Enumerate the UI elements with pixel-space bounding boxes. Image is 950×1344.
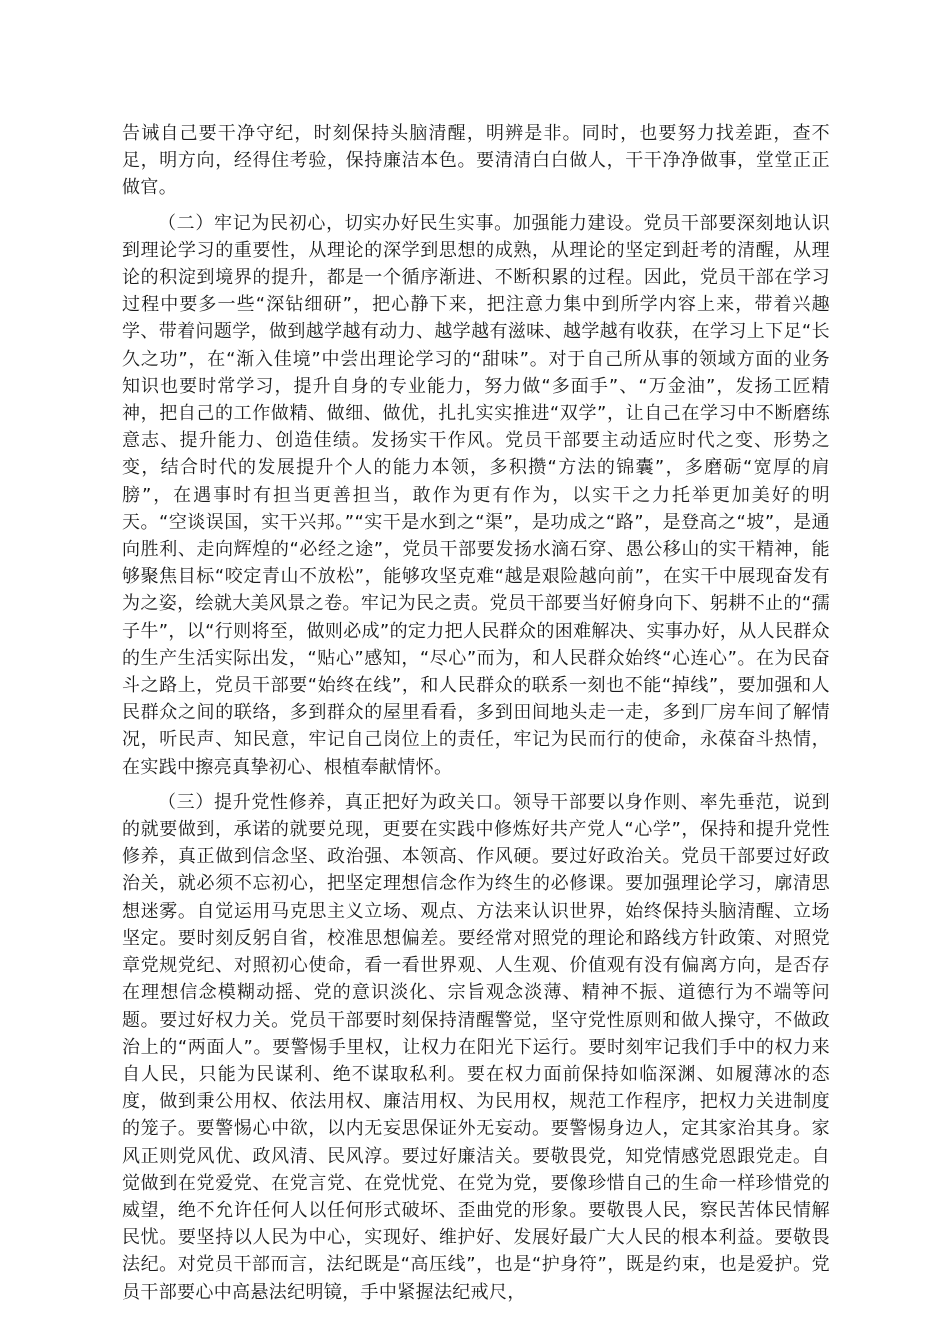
document-body xyxy=(122,120,830,1306)
paragraph-section-three: （三）提升党性修养，真正把好为政关口。领导干部要以身作则、率先垂范，说到的就要做到，承诺的就要兑现，更要在实践中修炼好共产党人“心学”，保持和提升党性修养，真正做到信念坚、政治强、本领高、作风硬。要过好政治关。党员干部要过好政治关，就必须不忘初心，把坚定理想信念作为终生的必修课。要加强理论学习，廓清思想迷雾。自觉运用马克思主义立场、观点、方法来认识世界，始终保持头脑清醒、立场坚定。要时刻反躬自省，校准思想偏差。要经常对照党的理论和路线方针政策、对照党章党规党纪、对照初心使命，看一看世界观、人生观、价值观有没有偏离方向，是否存在理想信念模糊动摇、党的意识淡化、宗旨观念淡薄、精神不振、道德行为不端等问题。要过好权力关。党员干部要时刻保持清醒警觉，坚守党性原则和做人操守，不做政治上的“两面人”。要警惕手里权，让权力在阳光下运行。要时刻牢记我们手中的权力来自人民，只能为民谋利、绝不谋取私利。要在权力面前保持如临深渊、如履薄冰的态度，做到秉公用权、依法用权、廉洁用权、为民用权，规范工作程序，把权力关进制度的笼子。要警惕心中欲，以内无妄思保证外无妄动。要警惕身边人，定其家治其身。家风正则党风优、政风清、民风淳。要过好廉洁关。要敬畏党，知党情感党恩跟党走。自觉做到在党爱党、在党言党、在党忧党、在党为党，要像珍惜自己的生命一样珍惜党的威望，绝不允许任何人以任何形式破坏、歪曲党的形象。要敬畏人民，察民苦体民情解民忧。要坚持以人民为中心，实现好、维护好、发展好最广大人民的根本利益。要敬畏法纪。对党员干部而言，法纪既是“高压线”，也是“护身符”，既是约束，也是爱护。党员干部要心中高悬法纪明镜，手中紧握法纪戒尺， xyxy=(122,791,830,1303)
paragraph-continuation: 告诫自己要干净守纪，时刻保持头脑清醒，明辨是非。同时，也要努力找差距，查不足，明方向，经得住考验，保持廉洁本色。要清清白白做人，干干净净做事，堂堂正正做官。 xyxy=(122,123,830,199)
paragraph-section-two: （二）牢记为民初心，切实办好民生实事。加强能力建设。党员干部要深刻地认识到理论学习的重要性，从理论的深学到思想的成熟，从理论的坚定到赶考的清醒，从理论的积淀到境界的提升，都是一个循序渐进、不断积累的过程。因此，党员干部在学习过程中要多一些“深钻细研”，把心静下来，把注意力集中到所学内容上来，带着兴趣学、带着问题学，做到越学越有动力、越学越有滋味、越学越有收获，在学习上下足“长久之功”，在“渐入佳境”中尝出理论学习的“甜味”。对于自己所从事的领域方面的业务知识也要时常学习，提升自身的专业能力，努力做“多面手”、“万金油”，发扬工匠精神，把自己的工作做精、做细、做优，扎扎实实推进“双学”，让自己在学习中不断磨练意志、提升能力、创造佳绩。发扬实干作风。党员干部要主动适应时代之变、形势之变，结合时代的发展提升个人的能力本领，多积攒“方法的锦囊”，多磨砺“宽厚的肩膀”，在遇事时有担当更善担当，敢作为更有作为，以实干之力托举更加美好的明天。“空谈误国，实干兴邦。”“实干是水到之“渠”，是功成之“路”，是登高之“坡”，是通向胜利、走向辉煌的“必经之途”，党员干部要发扬水滴石穿、愚公移山的实干精神，能够聚焦目标“咬定青山不放松”，能够攻坚克难“越是艰险越向前”，在实干中展现奋发有为之姿，绘就大美风景之卷。牢记为民之责。党员干部要当好俯身向下、躬耕不止的“孺子牛”，以“行则将至，做则必成”的定力把人民群众的困难解决、实事办好，从人民群众的生产生活实际出发，“贴心”感知，“尽心”而为，和人民群众始终“心连心”。在为民奋斗之路上，党员干部要“始终在线”，和人民群众的联系一刻也不能“掉线”，要加强和人民群众之间的联络，多到群众的屋里看看，多到田间地头走一走，多到厂房车间了解情况，听民声、知民意，牢记自己岗位上的责任，牢记为民而行的使命，永葆奋斗热情，在实践中擦亮真挚初心、根植奉献情怀。 xyxy=(122,212,830,778)
